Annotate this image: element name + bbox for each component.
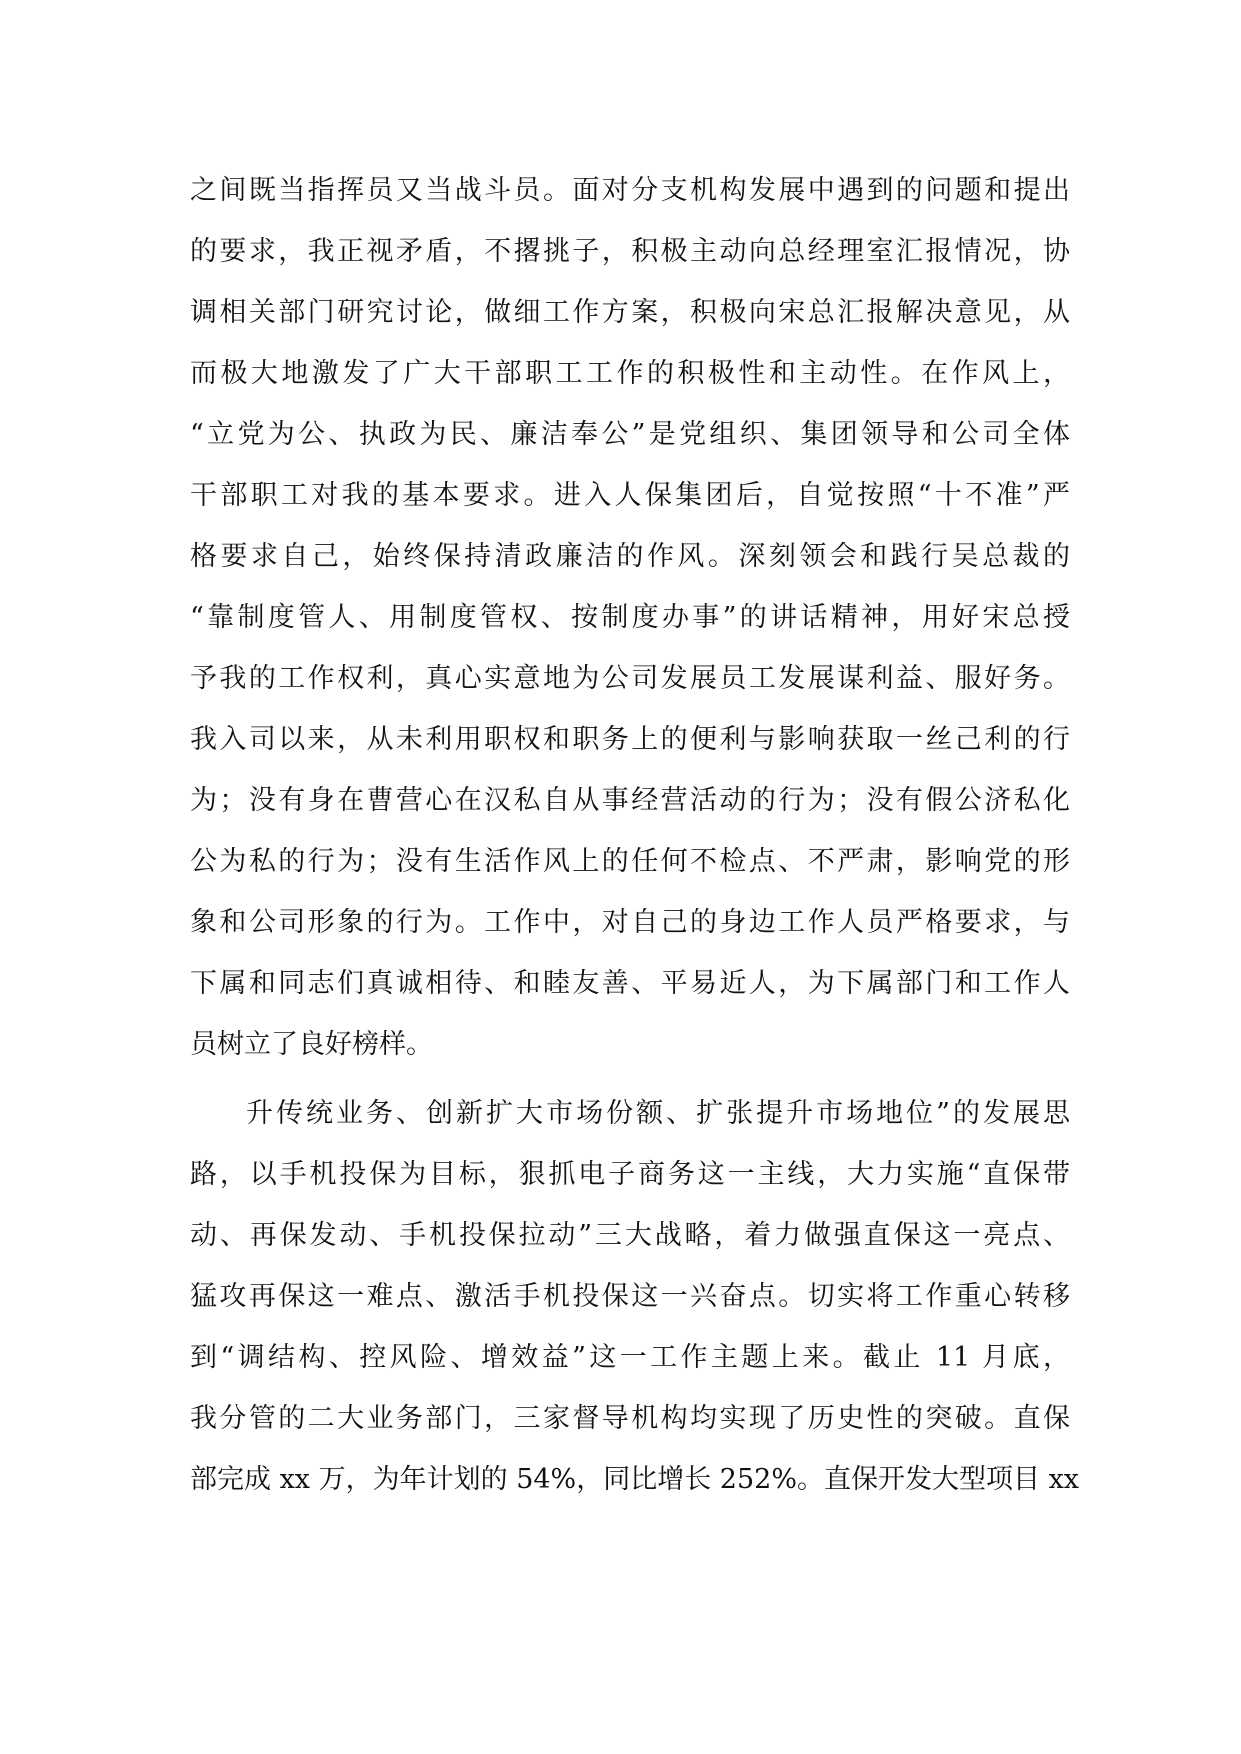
text-line: 为；没有身在曹营心在汉私自从事经营活动的行为；没有假公济私化 bbox=[190, 785, 1070, 816]
text-line: 我分管的二大业务部门，三家督导机构均实现了历史性的突破。直保 bbox=[190, 1403, 1070, 1434]
paragraph-2 bbox=[190, 1083, 1080, 1510]
text-line: 升传统业务、创新扩大市场份额、扩张提升市场地位”的发展思 bbox=[246, 1098, 1070, 1129]
text-line: 予我的工作权利，真心实意地为公司发展员工发展谋利益、服好务。 bbox=[190, 663, 1070, 694]
text-line: 的要求，我正视矛盾，不撂挑子，积极主动向总经理室汇报情况，协 bbox=[190, 236, 1070, 267]
text-line: 干部职工对我的基本要求。进入人保集团后，自觉按照“十不准”严 bbox=[190, 480, 1070, 511]
text-line: 下属和同志们真诚相待、和睦友善、平易近人，为下属部门和工作人 bbox=[190, 968, 1070, 999]
text-line: 部完成 xx 万，为年计划的 54%，同比增长 252%。直保开发大型项目 xx bbox=[190, 1464, 1080, 1495]
text-line: 公为私的行为；没有生活作风上的任何不检点、不严肃，影响党的形 bbox=[190, 846, 1070, 877]
text-line: 格要求自己，始终保持清政廉洁的作风。深刻领会和践行吴总裁的 bbox=[190, 541, 1070, 572]
paragraph-gap bbox=[190, 1075, 1070, 1083]
text-line: 象和公司形象的行为。工作中，对自己的身边工作人员严格要求，与 bbox=[190, 907, 1070, 938]
text-line: 调相关部门研究讨论，做细工作方案，积极向宋总汇报解决意见，从 bbox=[190, 297, 1070, 328]
text-line: 到“调结构、控风险、增效益”这一工作主题上来。截止 11 月底， bbox=[190, 1342, 1070, 1373]
text-line: “靠制度管人、用制度管权、按制度办事”的讲话精神，用好宋总授 bbox=[190, 602, 1070, 633]
text-line: 路，以手机投保为目标，狠抓电子商务这一主线，大力实施“直保带 bbox=[190, 1159, 1070, 1190]
text-line: 猛攻再保这一难点、激活手机投保这一兴奋点。切实将工作重心转移 bbox=[190, 1281, 1070, 1312]
text-line: 我入司以来，从未利用职权和职务上的便利与影响获取一丝己利的行 bbox=[190, 724, 1070, 755]
text-line: 动、再保发动、手机投保拉动”三大战略，着力做强直保这一亮点、 bbox=[190, 1220, 1070, 1251]
text-line: “立党为公、执政为民、廉洁奉公”是党组织、集团领导和公司全体 bbox=[190, 419, 1070, 450]
text-line: 之间既当指挥员又当战斗员。面对分支机构发展中遇到的问题和提出 bbox=[190, 175, 1070, 206]
paragraph-1 bbox=[190, 160, 1070, 1075]
text-line: 员树立了良好榜样。 bbox=[190, 1029, 433, 1060]
document-body bbox=[190, 160, 1080, 1510]
text-line: 而极大地激发了广大干部职工工作的积极性和主动性。在作风上， bbox=[190, 358, 1070, 389]
